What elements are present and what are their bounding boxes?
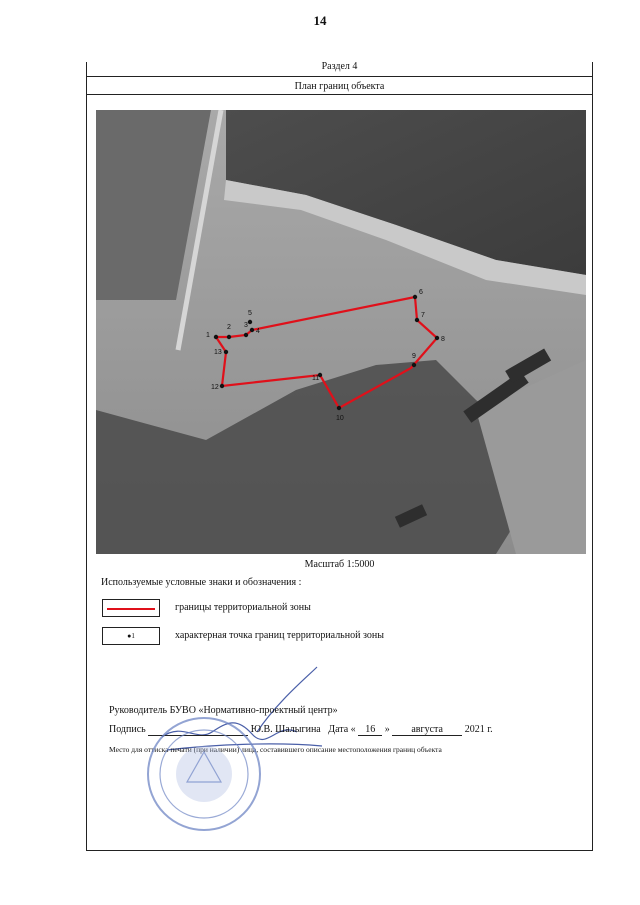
date-month: августа [392,724,462,736]
plan-title: План границ объекта [87,76,592,95]
boundary-point-marker [220,384,224,388]
boundary-point-label: 1 [206,332,210,339]
boundary-point-label: 13 [214,349,222,356]
date-day: 16 [358,724,382,736]
legend-line-text: границы территориальной зоны [175,602,311,613]
boundary-point-marker [227,335,231,339]
boundary-point-label: 12 [211,384,219,391]
boundary-point-label: 9 [412,353,416,360]
boundary-point-label: 6 [419,289,423,296]
boundary-point-label: 2 [227,324,231,331]
boundary-point-marker [435,336,439,340]
signature-head: Руководитель БУВО «Нормативно-проектный центр» [109,705,338,716]
red-line-icon [107,608,155,610]
boundary-point-marker [248,320,252,324]
page-number: 14 [313,13,327,28]
scale-label: Масштаб 1:5000 [304,559,375,570]
legend-line-swatch [102,599,160,617]
signer-name: Ю.В. Шалыгина [250,724,321,735]
boundary-point-label: 5 [248,310,252,317]
aerial-map [96,110,586,554]
section-title: Раздел 4 [321,61,358,72]
signature-line: Подпись Ю.В. Шалыгина Дата « 16 » августа 2021 г. [109,724,493,735]
boundary-point-label: 8 [441,336,445,343]
legend-heading: Используемые условные знаки и обозначения : [101,577,302,588]
boundary-point-marker [337,406,341,410]
stamp-note: Место для оттиска печати (при наличии) лица, составившего описание местоположения границ объекта [109,745,442,754]
boundary-point-label: 3 [244,322,248,329]
boundary-point-marker [250,328,254,332]
legend-point-text: характерная точка границ территориальной зоны [175,630,384,641]
boundary-point-marker [415,318,419,322]
boundary-point-marker [224,350,228,354]
legend-point-swatch: ●1 [102,627,160,645]
date-label: Дата « [328,724,356,735]
boundary-point-label: 10 [336,415,344,422]
boundary-point-marker [413,295,417,299]
boundary-point-marker [244,333,248,337]
boundary-point-marker [412,363,416,367]
boundary-point-label: 4 [256,328,260,335]
boundary-point-label: 11 [312,375,320,382]
sign-label: Подпись [109,724,146,735]
stamp-seal [139,712,269,837]
boundary-point-label: 7 [421,312,425,319]
date-year: 2021 г. [464,724,493,735]
boundary-point-marker [214,335,218,339]
document-frame [86,62,593,851]
